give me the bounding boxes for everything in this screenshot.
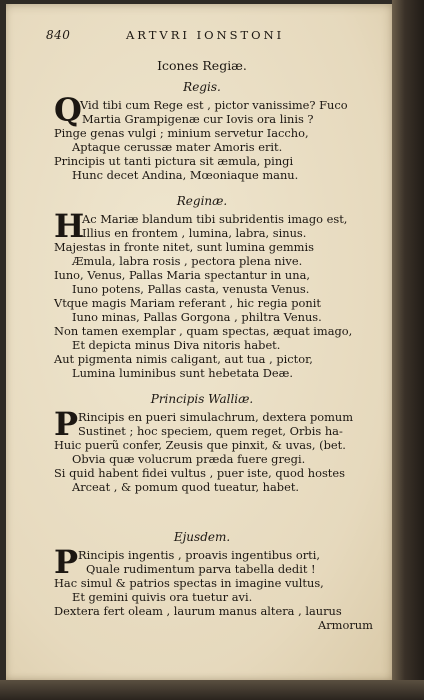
section-heading-ejusdem: Ejusdem. <box>173 530 231 544</box>
book-edge-right <box>392 0 424 700</box>
verse-line: Et depicta minus Diva nitoris habet. <box>72 338 281 352</box>
poem-collection-title: Icones Regiæ. <box>157 58 247 73</box>
verse-line: Quale rudimentum parva tabella dedit ! <box>86 562 316 576</box>
verse-line: Iuno minas, Pallas Gorgona , philtra Venus. <box>72 310 322 324</box>
verse-line: Principis ut tanti pictura sit æmula, pingi <box>54 154 294 168</box>
verse-line: Non tamen exemplar , quam spectas, æquat imago, <box>54 324 353 338</box>
running-title: ARTVRI IONSTONI <box>126 28 285 42</box>
verse-line: Arceat , & pomum quod tueatur, habet. <box>72 480 300 494</box>
verse-line: Vtque magis Mariam referant , hic regia ponit <box>54 296 321 310</box>
verse-line: Martia Grampigenæ cur Iovis ora linis ? <box>82 112 314 126</box>
book-edge-bottom <box>0 680 424 700</box>
section-heading-reginae: Reginæ. <box>176 194 228 208</box>
section-heading-regis: Regis. <box>183 80 221 94</box>
verse-line: Hunc decet Andina, Mœoniaque manu. <box>72 168 299 182</box>
verse-line: Majestas in fronte nitet, sunt lumina gemmis <box>54 240 314 254</box>
verse-line: Rincipis ingentis , proavis ingentibus orti, <box>78 548 320 562</box>
verse-line: Ac Mariæ blandum tibi subridentis imago est, <box>82 212 348 226</box>
dropcap-q: Q <box>54 91 82 129</box>
book-page <box>6 4 398 684</box>
verse-line: Vid tibi cum Rege est , pictor vanissime? Fuco <box>80 98 348 112</box>
verse-line: Aptaque cerussæ mater Amoris erit. <box>72 140 283 154</box>
catchword: Armorum <box>318 618 373 632</box>
verse-line: Obvia quæ volucrum præda fuere gregi. <box>72 452 306 466</box>
section-heading-principis-walliae: Principis Walliæ. <box>150 392 254 406</box>
verse-line: Illius en frontem , lumina, labra, sinus. <box>82 226 307 240</box>
verse-line: Dextera fert oleam , laurum manus altera , laurus <box>54 604 342 618</box>
dropcap-p: P <box>54 405 79 443</box>
verse-line: Lumina luminibus sunt hebetata Deæ. <box>72 366 293 380</box>
dropcap-p: P <box>54 543 79 581</box>
verse-line: Si quid habent fidei vultus , puer iste, quod hostes <box>54 466 345 480</box>
verse-line: Et gemini quivis ora tuetur avi. <box>72 590 253 604</box>
verse-line: Sustinet ; hoc speciem, quem reget, Orbis ha- <box>78 424 343 438</box>
dropcap-h: H <box>54 207 85 245</box>
verse-line: Rincipis en pueri simulachrum, dextera pomum <box>78 410 354 424</box>
verse-line: Iuno, Venus, Pallas Maria spectantur in una, <box>54 268 311 282</box>
running-head <box>6 28 398 48</box>
verse-line: Huic puerũ confer, Zeusis que pinxit, & uvas, (bet. <box>54 438 346 452</box>
page-number: 840 <box>46 28 71 42</box>
verse-line: Hac simul & patrios spectas in imagine vultus, <box>54 576 324 590</box>
verse-line: Pinge genas vulgi ; minium servetur Iaccho, <box>54 126 309 140</box>
verse-line: Iuno potens, Pallas casta, venusta Venus. <box>72 282 310 296</box>
verse-line: Aut pigmenta nimis caligant, aut tua , pictor, <box>54 352 313 366</box>
verse-line: Æmula, labra rosis , pectora plena nive. <box>72 254 303 268</box>
